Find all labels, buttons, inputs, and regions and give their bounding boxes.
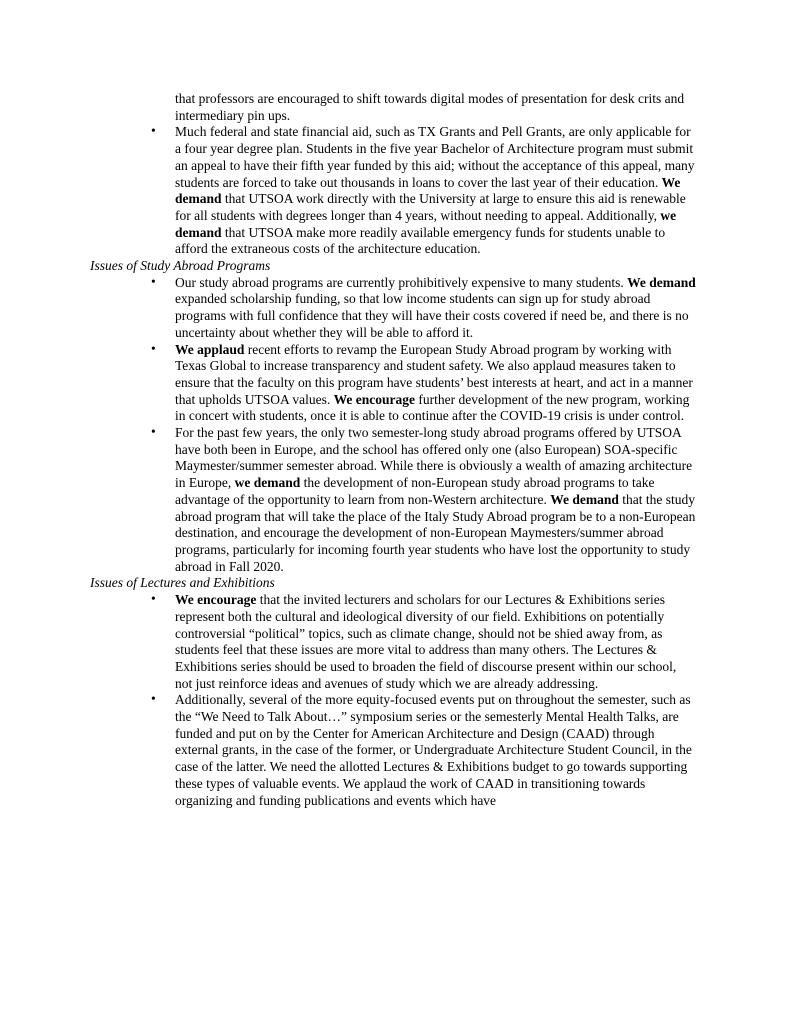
bullet-marker-icon: • <box>151 340 156 356</box>
bullet-marker-icon: • <box>151 591 156 607</box>
body-text: that UTSOA work directly with the University at large to ensure this aid is renewable for all students with degrees longer than 4 years, without needing to appeal. Additionally, <box>175 191 686 223</box>
paragraph-text <box>175 692 692 807</box>
body-text: that UTSOA make more readily available emergency funds for students unable to afford the extraneous costs of the architecture education. <box>175 224 666 257</box>
section-heading <box>90 575 696 592</box>
emphasis-text: We demand <box>175 174 681 207</box>
bullet-marker-icon: • <box>151 691 156 707</box>
paragraph-continuation <box>90 91 696 124</box>
emphasis-text: We encourage <box>175 592 257 608</box>
bullet-marker-icon: • <box>151 123 156 139</box>
body-text: that the invited lecturers and scholars for our Lectures & Exhibitions series represent both the cultural and ideological diversity of our field. Exhibitions on potentially controversial “political” topics, such as climate change, should not be shied away from, as students feel that these issues are more vital to address than many others. The Lectures & Exhibitions series should be used to broaden the field of discourse present within our school, not just reinforce ideas and avenues of study which we are already addressing. <box>175 592 677 691</box>
body-text: further development of the new program, working in concert with students, once it is able to continue after the COVID-19 crisis is under control. <box>175 391 690 424</box>
body-text: recent efforts to revamp the European Study Abroad program by working with Texas Global to increase transparency and student safety. We also applaud measures taken to ensure that the faculty on this program have students’ best interests at heart, and act in a manner that upholds UTSOA values. <box>175 341 693 407</box>
bullet-item <box>90 425 696 575</box>
section-heading-text: Issues of Study Abroad Programs <box>90 258 271 274</box>
section-heading <box>90 258 696 275</box>
body-text: expanded scholarship funding, so that low income students can sign up for study abroad programs with full confidence that they will have their costs covered if need be, and there is no uncertainty about whether they will be able to afford it. <box>175 291 689 340</box>
section-heading-text: Issues of Lectures and Exhibitions <box>90 575 275 591</box>
paragraph-text <box>175 91 684 123</box>
document-content <box>90 91 696 809</box>
body-text: that professors are encouraged to shift towards digital modes of presentation for desk crits and intermediary pin ups. <box>175 91 685 123</box>
paragraph-text <box>175 124 695 256</box>
emphasis-text: we demand <box>175 207 677 240</box>
body-text: Our study abroad programs are currently prohibitively expensive to many students. <box>175 274 628 290</box>
emphasis-text: we demand <box>234 475 301 491</box>
paragraph-text <box>175 425 695 574</box>
body-text: For the past few years, the only two semester-long study abroad programs offered by UTSOA have both been in Europe, and the school has offered only one (also European) SOA-specific Maymester/summer semester abroad. While there is obviously a wealth of amazing architecture in Europe, <box>175 425 693 491</box>
bullet-item <box>90 342 696 426</box>
bullet-item <box>90 692 696 809</box>
body-text: Much federal and state financial aid, such as TX Grants and Pell Grants, are only applicable for a four year degree plan. Students in the five year Bachelor of Architecture program must submit an appeal to have their fifth year funded by this aid; without the acceptance of this appeal, many students are forced to take out thousands in loans to cover the last year of their education. <box>175 124 695 190</box>
bullet-marker-icon: • <box>151 273 156 289</box>
bullet-item <box>90 124 696 258</box>
emphasis-text: We applaud <box>175 341 245 357</box>
paragraph-text <box>175 592 676 691</box>
body-text: the development of non-European study abroad programs to take advantage of the opportunity to learn from non-Western architecture. <box>175 475 655 507</box>
emphasis-text: We encourage <box>333 391 415 407</box>
emphasis-text: We demand <box>627 274 696 290</box>
emphasis-text: We demand <box>550 491 619 507</box>
paragraph-text <box>175 275 696 340</box>
bullet-item <box>90 275 696 342</box>
body-text: Additionally, several of the more equity-focused events put on throughout the semester, such as the “We Need to Talk About…” symposium series or the semesterly Mental Health Talks, are funded and put on by the Center for American Architecture and Design (CAAD) through external grants, in the case of the former, or Undergraduate Architecture Student Council, in the case of the latter. We need the allotted Lectures & Exhibitions budget to go towards supporting these types of valuable events. We applaud the work of CAAD in transitioning towards organizing and funding publications and events which have <box>175 692 692 808</box>
bullet-item <box>90 592 696 692</box>
paragraph-text <box>175 342 693 424</box>
bullet-marker-icon: • <box>151 424 156 440</box>
body-text: that the study abroad program that will take the place of the Italy Study Abroad program be to a non-European destination, and encourage the development of non-European Maymesters/summer abroad programs, particularly for incoming fourth year students who have lost the opportunity to study abroad in Fall 2020. <box>175 491 696 574</box>
